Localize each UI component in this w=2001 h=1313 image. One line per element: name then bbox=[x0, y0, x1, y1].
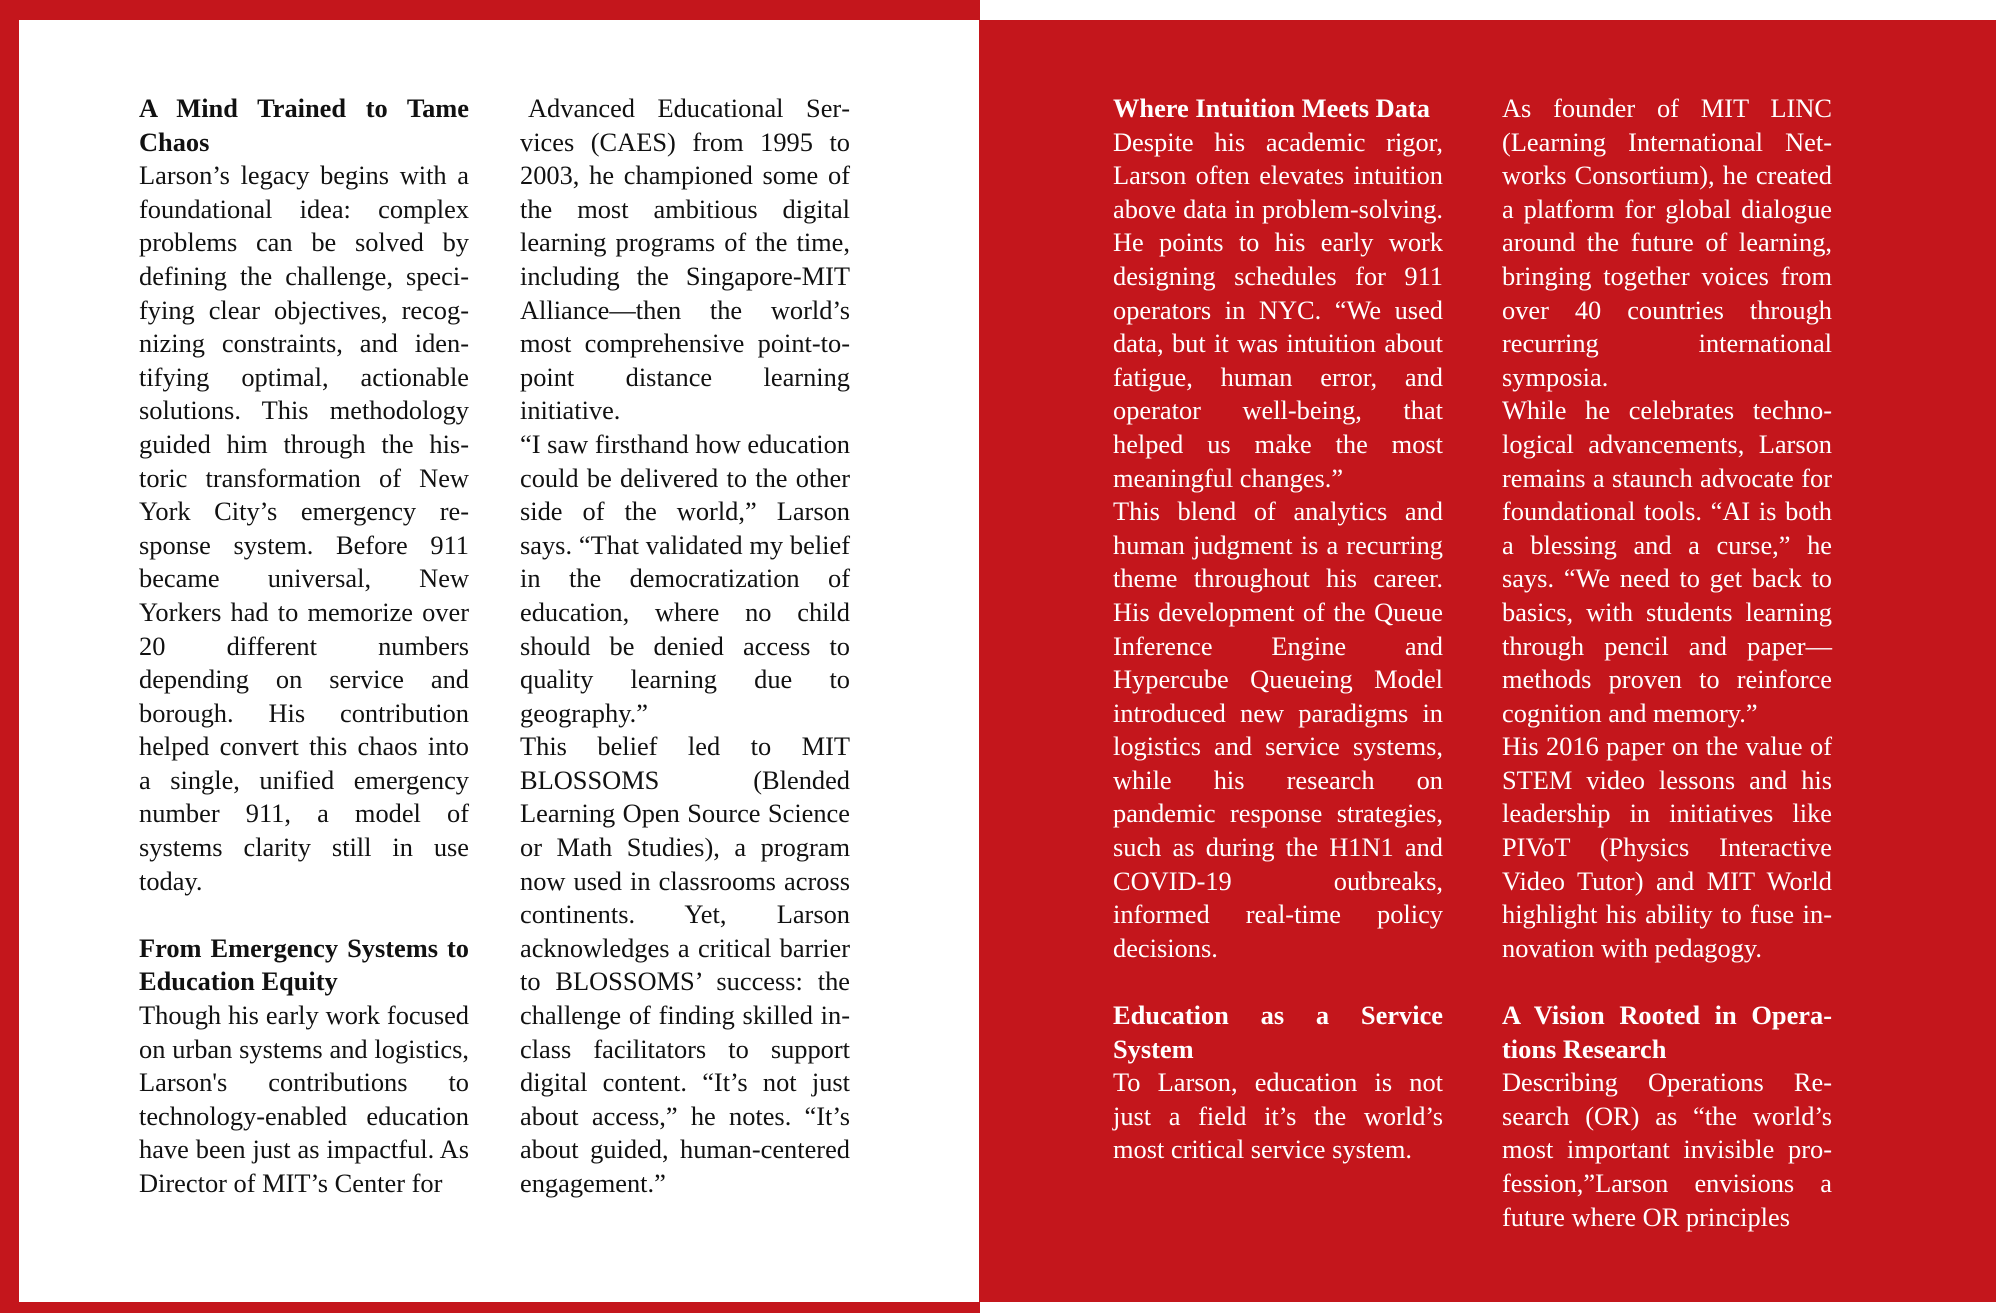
section-heading: From Emergency Systems to Education Equity bbox=[139, 932, 469, 997]
right-column-1 bbox=[1113, 92, 1443, 1167]
body-paragraph: As founder of MIT LINC (Learning International Networks Consortium), he created a platform for global dialogue around the future of learning, bringing together voices from over 40 countries through recurring international symposia. bbox=[1502, 93, 1832, 392]
body-paragraph: Larson’s legacy begins with a foundational idea: complex problems can be solved by defining the challenge, specifying clear objectives, recognizing constraints, and identifying optimal, actionable solutions. This methodology guided him through the historic transformation of New York City’s emergency response system. Before 911 became universal, New Yorkers had to memorize over 20 different numbers depending on service and borough. His contribution helped convert this chaos into a single, unified emergency number 911, a model of systems clarity still in use today. bbox=[139, 160, 469, 896]
section-heading: Education as a Service System bbox=[1113, 1000, 1443, 1064]
right-bottom-border bbox=[980, 1302, 2001, 1313]
body-paragraph: Despite his academic rigor, Larson often elevates intuition above data in problem-solving. He points to his early work designing schedules for 911 operators in NYC. “We used data, but it was intuition about fatigue, human error, and operator well-being, that helped us make the most meaningful changes.” bbox=[1113, 126, 1443, 493]
right-column-2 bbox=[1502, 92, 1832, 1234]
right-top-border bbox=[980, 0, 2001, 20]
body-paragraph: To Larson, education is not just a field it’s the world’s most critical service system. bbox=[1113, 1067, 1443, 1165]
left-column-2 bbox=[520, 92, 850, 1201]
section-heading: A Vision Rooted in Operations Research bbox=[1502, 1000, 1832, 1064]
body-paragraph: While he celebrates technological advancements, Larson remains a staunch advocate for foundational tools. “AI is both a blessing and a curse,” he says. “We need to get back to basics, with students learning through pencil and paper—methods proven to reinforce cognition and memory.” bbox=[1502, 395, 1832, 728]
body-paragraph: “I saw firsthand how education could be delivered to the other side of the world,” Larson says. “That validated my belief in the democratization of education, where no child should be denied access to quality learning due to geography.” bbox=[520, 428, 850, 728]
section-heading: Where Intuition Meets Data bbox=[1113, 93, 1430, 123]
section-heading: A Mind Trained to Tame Chaos bbox=[139, 93, 469, 157]
left-column-1 bbox=[139, 92, 469, 1201]
right-edge-border bbox=[1996, 0, 2001, 1313]
body-paragraph: His 2016 paper on the value of STEM video lessons and his leadership in initiatives like PIVoT (Physics Interactive Video Tutor) and MIT World highlight his ability to fuse innovation with pedagogy. bbox=[1502, 731, 1832, 963]
paragraph-gap bbox=[139, 898, 469, 932]
body-paragraph: This blend of analytics and human judgment is a recurring theme throughout his career. His development of the Queue Inference Engine and Hypercube Queueing Model introduced new paradigms in logistics and service systems, while his research on pandemic response strategies, such as during the H1N1 and COVID-19 outbreaks, informed real-time policy decisions. bbox=[1113, 496, 1443, 963]
paragraph-gap bbox=[1113, 965, 1443, 999]
body-paragraph: Describing Operations Research (OR) as “the world’s most important invisible profession,”Larson envisions a future where OR principles bbox=[1502, 1067, 1832, 1232]
body-paragraph: Though his early work focused on urban systems and logistics, Larson's contributions to technology-enabled education have been just as impactful. As Director of MIT’s Center for bbox=[139, 1000, 469, 1198]
paragraph-gap bbox=[1502, 965, 1832, 999]
body-paragraph: This belief led to MIT BLOSSOMS (Blended Learning Open Source Science or Math Studies), a program now used in classrooms across continents. Yet, Larson acknowledges a critical barrier to BLOSSOMS’ success: the challenge of finding skilled in-class facilitators to support digital content. “It’s not just about access,” he notes. “It’s about guided, human-centered engagement.” bbox=[520, 731, 850, 1198]
body-paragraph: Advanced Educational Services (CAES) from 1995 to 2003, he championed some of the most ambitious digital learning programs of the time, including the Singapore-MIT Alliance—then the world’s most comprehensive point-to-point distance learning initiative. bbox=[520, 93, 850, 426]
